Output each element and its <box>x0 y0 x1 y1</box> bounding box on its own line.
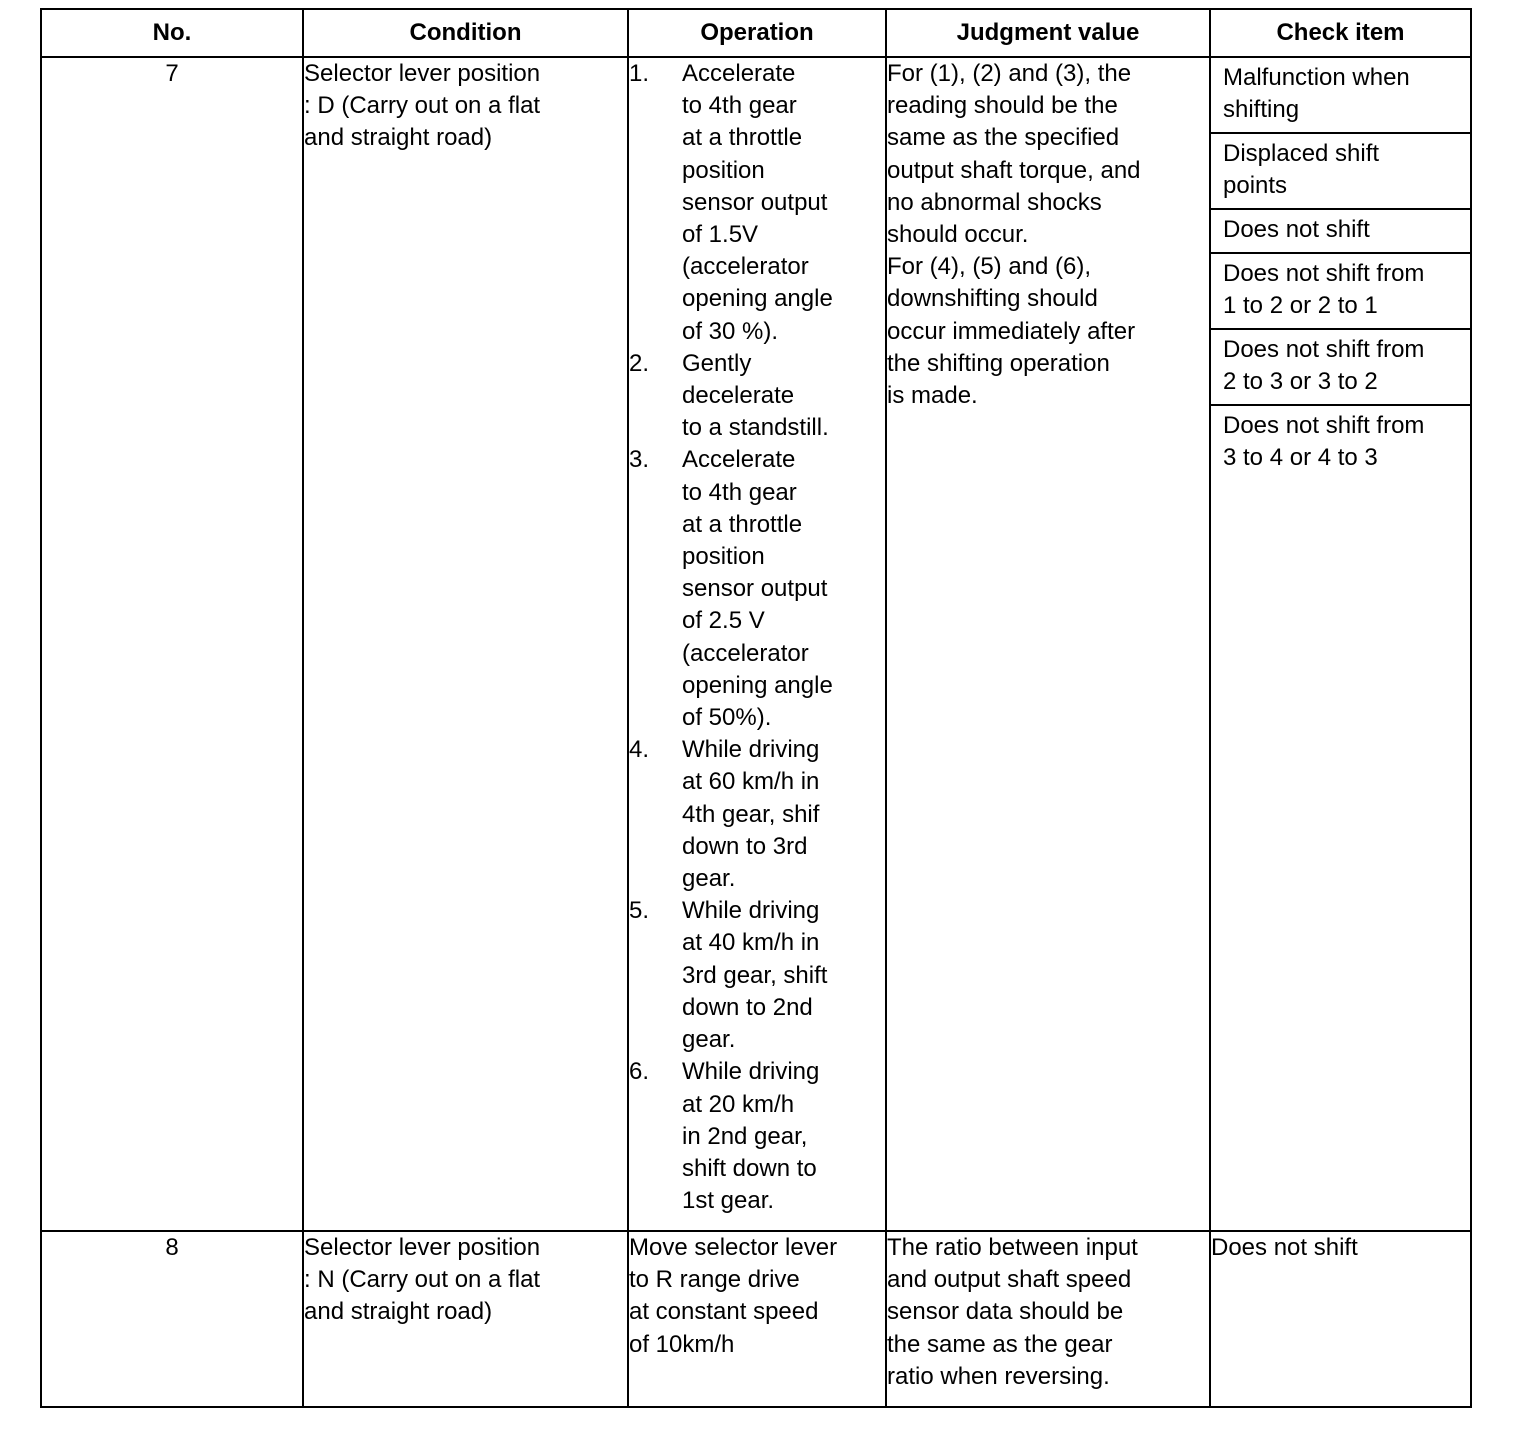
header-operation: Operation <box>628 9 886 57</box>
row8-operation-line: Move selector lever <box>629 1234 838 1261</box>
step-number: 5. <box>629 897 650 925</box>
step-line: to 4th gear <box>682 92 797 120</box>
check-item-line: Does not shift from <box>1223 260 1425 287</box>
row8-check-item <box>1210 1231 1471 1407</box>
step-line: While driving <box>682 1058 820 1086</box>
check-item-line: shifting <box>1223 96 1300 123</box>
step-line: (accelerator <box>682 253 809 281</box>
judgment-line: For (1), (2) and (3), the <box>887 60 1132 87</box>
operation-step-5 <box>629 895 885 1056</box>
step-line: in 2nd gear, <box>682 1122 808 1150</box>
step-text <box>682 348 885 445</box>
row8-judgment-value <box>886 1231 1210 1407</box>
step-line: gear. <box>682 1026 736 1054</box>
row7-judgment-value <box>886 57 1210 1231</box>
step-line: 3rd gear, shift <box>682 961 828 989</box>
judgment-line: should occur. <box>887 221 1029 249</box>
row8-operation-line: at constant speed <box>629 1298 819 1326</box>
check-item <box>1211 58 1470 134</box>
step-line: at 60 km/h in <box>682 768 820 796</box>
judgment-line: is made. <box>887 382 978 410</box>
check-item-line: Malfunction when <box>1223 64 1410 91</box>
step-line: to a standstill. <box>682 414 829 442</box>
row7-condition <box>303 57 628 1231</box>
step-line: sensor output <box>682 188 828 216</box>
header-row <box>41 9 1471 57</box>
step-line: of 1.5V <box>682 221 759 249</box>
row8-number: 8 <box>41 1231 303 1407</box>
operation-step-1 <box>629 58 885 348</box>
step-text <box>682 444 885 734</box>
check-item-line: 1 to 2 or 2 to 1 <box>1223 292 1378 319</box>
step-line: at a throttle <box>682 510 803 538</box>
judgment-line: occur immediately after <box>887 317 1136 345</box>
row7-operation <box>628 57 886 1231</box>
operation-step-4 <box>629 734 885 895</box>
step-line: 4th gear, shif <box>682 800 820 828</box>
step-line: at 40 km/h in <box>682 929 820 957</box>
step-line: While driving <box>682 736 820 764</box>
check-item-line: 3 to 4 or 4 to 3 <box>1223 444 1378 471</box>
step-line: Gently <box>682 349 752 377</box>
step-line: shift down to <box>682 1154 817 1182</box>
step-number: 1. <box>629 60 650 87</box>
step-text <box>682 895 885 1056</box>
step-line: gear. <box>682 865 736 893</box>
row7-check-items <box>1210 57 1471 1231</box>
step-line: Accelerate <box>682 446 796 474</box>
step-line: of 50%). <box>682 704 772 732</box>
judgment-line: no abnormal shocks <box>887 188 1102 216</box>
check-item-line: Does not shift from <box>1223 412 1425 439</box>
check-item-line: Displaced shift <box>1223 140 1380 167</box>
judgment-line: the same as the gear <box>887 1330 1113 1358</box>
check-item <box>1211 134 1470 210</box>
inspection-table <box>40 8 1472 1408</box>
step-line: decelerate <box>682 382 795 410</box>
row8-operation-line: to R range drive <box>629 1266 800 1294</box>
step-line: sensor output <box>682 575 828 603</box>
step-line: opening angle <box>682 285 833 313</box>
judgment-line: reading should be the <box>887 92 1118 120</box>
header-judgment-value: Judgment value <box>886 9 1210 57</box>
header-no: No. <box>41 9 303 57</box>
row8-operation-line: of 10km/h <box>629 1330 735 1358</box>
row8-condition-line: and straight road) <box>304 1298 493 1326</box>
operation-step-6 <box>629 1056 885 1217</box>
check-item-line: Does not shift <box>1223 216 1370 243</box>
step-line: Accelerate <box>682 60 796 87</box>
step-number: 4. <box>629 736 650 764</box>
check-item <box>1211 330 1470 406</box>
check-item <box>1211 210 1470 254</box>
judgment-line: downshifting should <box>887 285 1098 313</box>
row8-operation <box>628 1231 886 1407</box>
check-item <box>1211 254 1470 330</box>
step-line: 1st gear. <box>682 1187 775 1215</box>
table-row-7 <box>41 57 1471 1231</box>
step-number: 6. <box>629 1058 650 1086</box>
step-line: down to 3rd <box>682 832 808 860</box>
step-line: position <box>682 543 765 571</box>
judgment-line: sensor data should be <box>887 1298 1124 1326</box>
judgment-line: and output shaft speed <box>887 1266 1132 1294</box>
step-line: of 30 %). <box>682 317 779 345</box>
check-item-line: Does not shift from <box>1223 336 1425 363</box>
row8-condition-line: Selector lever position <box>304 1234 541 1261</box>
row7-number: 7 <box>41 57 303 1231</box>
row8-condition <box>303 1231 628 1407</box>
judgment-line: the shifting operation <box>887 349 1110 377</box>
check-item-line: 2 to 3 or 3 to 2 <box>1223 368 1378 395</box>
step-number: 2. <box>629 349 650 377</box>
step-line: position <box>682 156 765 184</box>
row8-condition-line: : N (Carry out on a flat <box>304 1266 541 1294</box>
judgment-line: same as the specified <box>887 124 1120 152</box>
check-item-line: points <box>1223 172 1288 199</box>
step-number: 3. <box>629 446 650 474</box>
operation-step-2 <box>629 348 885 445</box>
step-text <box>682 58 885 348</box>
step-line: down to 2nd <box>682 993 813 1021</box>
step-line: While driving <box>682 897 820 925</box>
check-item <box>1211 406 1470 480</box>
step-line: at 20 km/h <box>682 1090 795 1118</box>
judgment-line: For (4), (5) and (6), <box>887 253 1092 281</box>
row7-condition-line: : D (Carry out on a flat <box>304 92 541 120</box>
operation-step-3 <box>629 444 885 734</box>
step-line: of 2.5 V <box>682 607 765 635</box>
step-line: (accelerator <box>682 639 809 667</box>
row7-condition-line: and straight road) <box>304 124 493 152</box>
header-check-item: Check item <box>1210 9 1471 57</box>
step-line: to 4th gear <box>682 478 797 506</box>
step-text <box>682 734 885 895</box>
step-line: opening angle <box>682 671 833 699</box>
step-text <box>682 1056 885 1217</box>
judgment-line: output shaft torque, and <box>887 156 1141 184</box>
judgment-line: The ratio between input <box>887 1234 1138 1261</box>
check-item-line: Does not shift <box>1211 1234 1358 1261</box>
row7-condition-line: Selector lever position <box>304 60 541 87</box>
step-line: at a throttle <box>682 124 803 152</box>
judgment-line: ratio when reversing. <box>887 1362 1110 1390</box>
table-row-8 <box>41 1231 1471 1407</box>
header-condition: Condition <box>303 9 628 57</box>
